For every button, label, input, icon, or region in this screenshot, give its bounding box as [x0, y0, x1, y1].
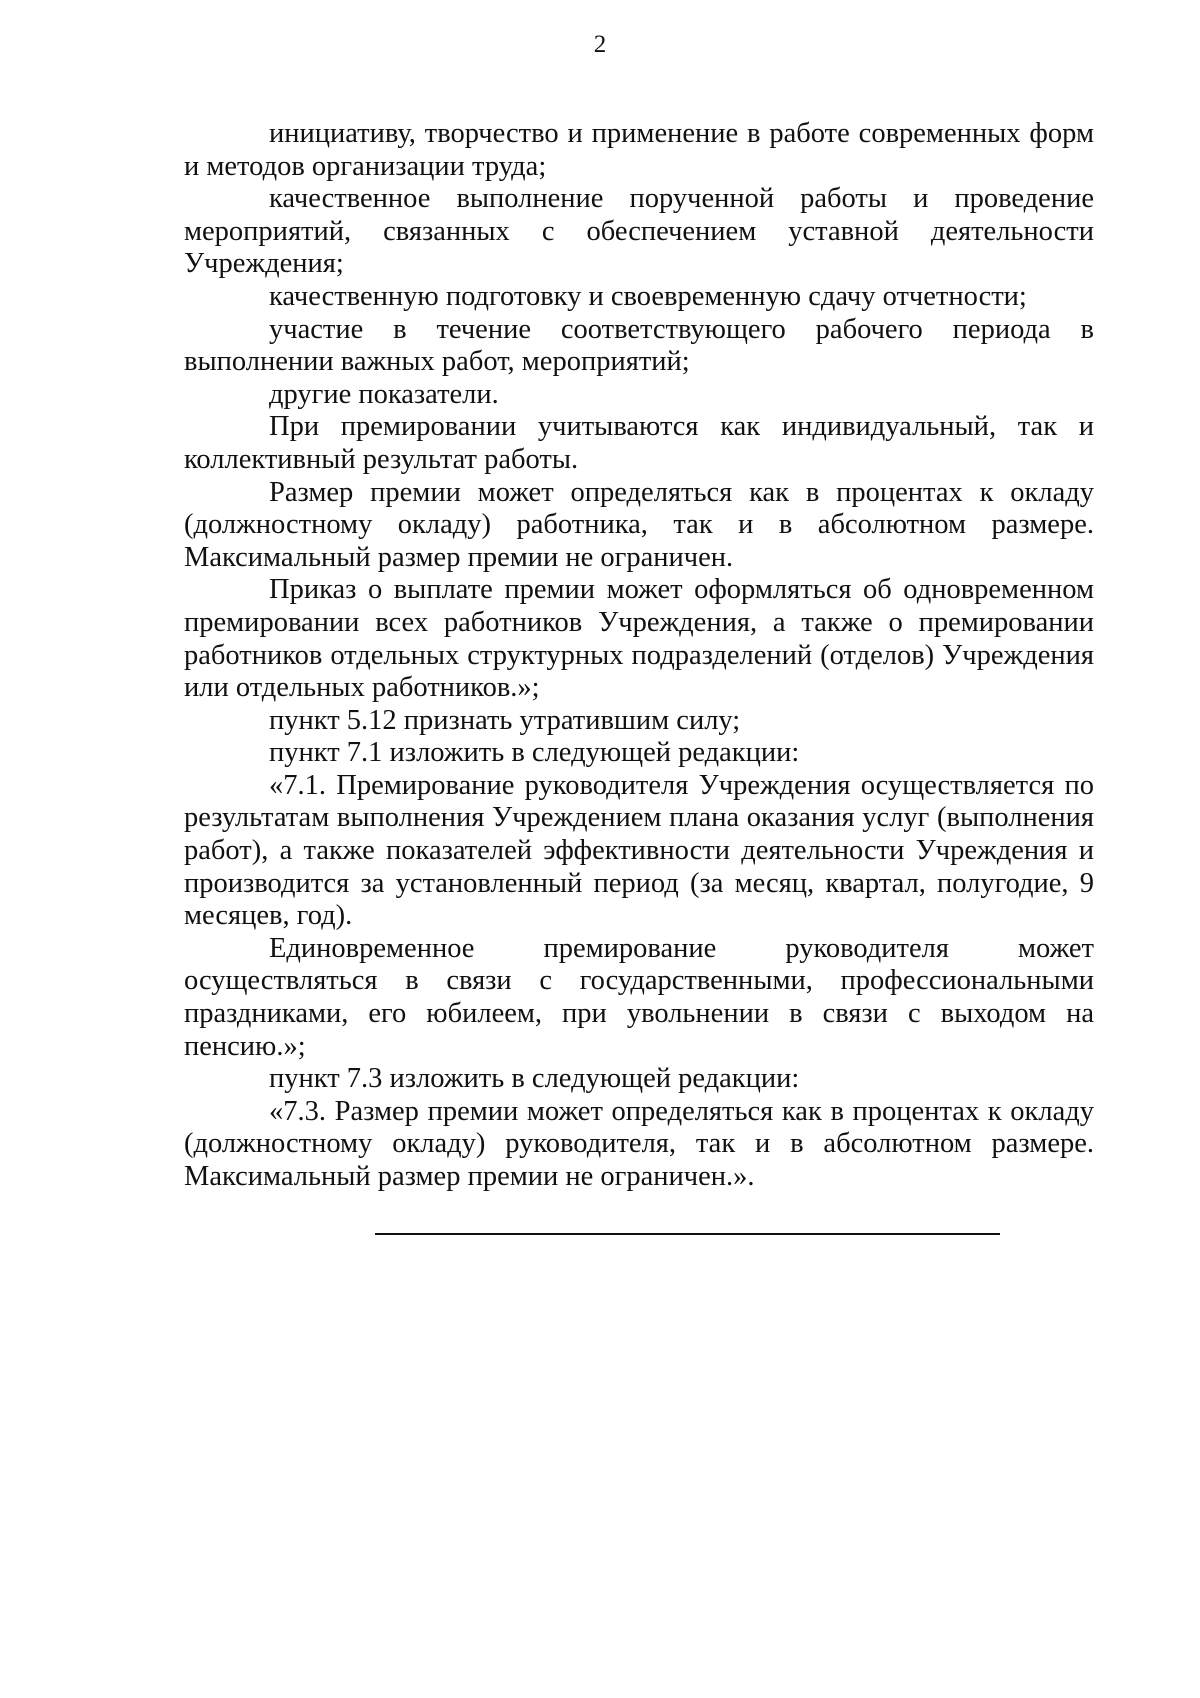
document-body	[184, 118, 1094, 1194]
paragraph-quality-work: качественное выполнение порученной работы и проведение мероприятий, связанных с обеспечением уставной деятельности Учреждения;	[184, 183, 1094, 280]
page-number: 2	[593, 31, 607, 58]
paragraph-reporting: качественную подготовку и своевременную сдачу отчетности;	[269, 280, 1027, 312]
paragraph-bonus-result: При премировании учитываются как индивидуальный, так и коллективный результат работы.	[184, 411, 1094, 475]
paragraph-clause-7-1: «7.1. Премирование руководителя Учреждения осуществляется по результатам выполнения Учреждением плана оказания услуг (выполнения работ), а также показателей эффективности деятельности Учреждения и производится за установленный период (за месяц, квартал, полугодие, 9 месяцев, год).	[184, 769, 1094, 932]
paragraph-other-indicators: другие показатели.	[269, 378, 499, 410]
paragraph-initiative: инициативу, творчество и применение в работе современных форм и методов организации труда;	[184, 118, 1094, 182]
paragraph-clause-7-3-intro: пункт 7.3 изложить в следующей редакции:	[269, 1063, 800, 1095]
paragraph-one-time-bonus: Единовременное премирование руководителя может осуществляться в связи с государственными, профессиональными праздниками, его юбилеем, при увольнении в связи с выходом на пенсию.»;	[184, 932, 1094, 1062]
paragraph-clause-5-12: пункт 5.12 признать утратившим силу;	[269, 704, 741, 736]
paragraph-participation: участие в течение соответствующего рабочего периода в выполнении важных работ, мероприятий;	[184, 313, 1094, 378]
paragraph-bonus-size: Размер премии может определяться как в процентах к окладу (должностному окладу) работника, так и в абсолютном размере. Максимальный размер премии не ограничен.	[184, 476, 1094, 573]
paragraph-clause-7-1-intro: пункт 7.1 изложить в следующей редакции:	[269, 737, 800, 769]
paragraph-clause-7-3: «7.3. Размер премии может определяться как в процентах к окладу (должностному окладу) руководителя, так и в абсолютном размере. Максимальный размер премии не ограничен.».	[184, 1095, 1094, 1192]
paragraph-bonus-order: Приказ о выплате премии может оформляться об одновременном премировании всех работников Учреждения, а также о премировании работников отдельных структурных подразделений (отделов) Учреждения или отдельных работников.»;	[184, 574, 1094, 704]
end-rule	[375, 1233, 1000, 1235]
